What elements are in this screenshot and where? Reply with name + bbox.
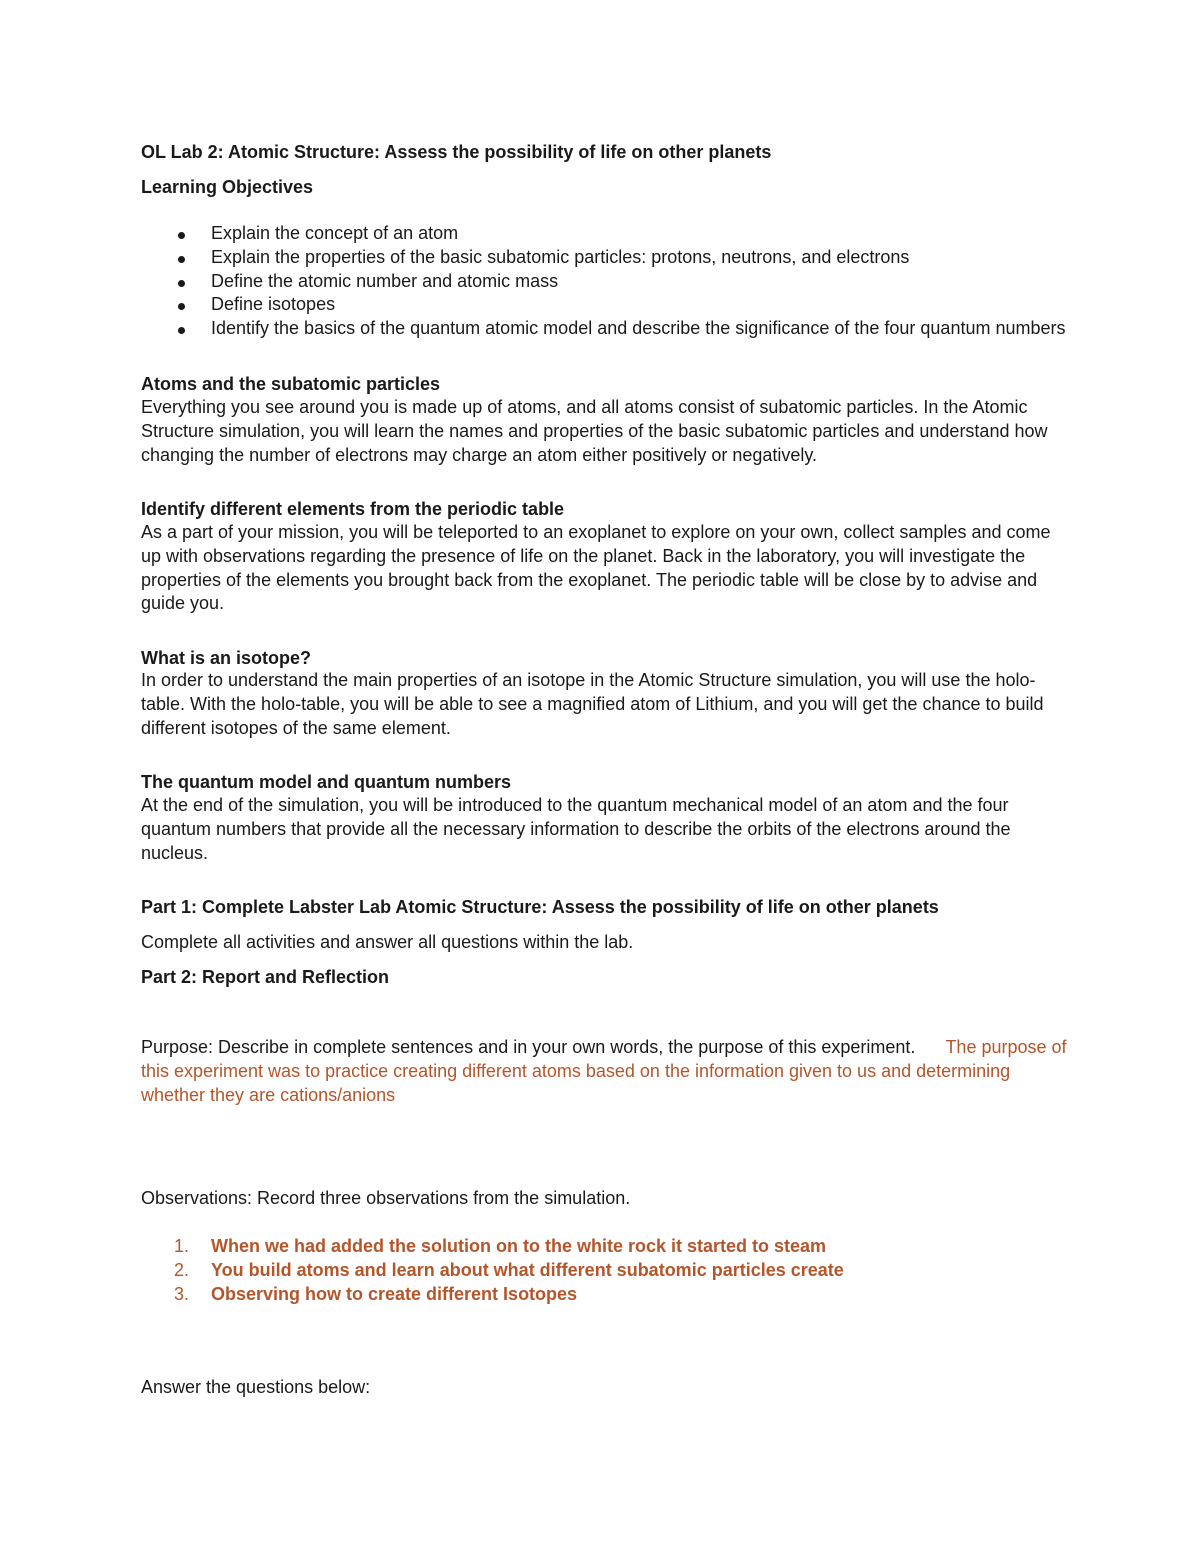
observations-prompt: Observations: Record three observations from the simulation. (141, 1188, 631, 1208)
document-page (141, 0, 1071, 1553)
observation-item: 3. Observing how to create different Isotopes (174, 1283, 578, 1304)
objective-item: Define the atomic number and atomic mass (141, 270, 1071, 294)
section-body-isotope: In order to understand the main properties of an isotope in the Atomic Structure simulation, you will use the holo-table. With the holo-table, you will be able to see a magnified atom of Lithium, and you will get the chance to build different isotopes of the same element. (141, 670, 1044, 738)
section-heading-isotope: What is an isotope? (141, 648, 312, 668)
section-body-periodic: As a part of your mission, you will be teleported to an exoplanet to explore on your own, collect samples and come up with observations regarding the presence of life on the planet. Back in the laboratory, you will investigate the properties of the elements you brought back from the exoplanet. The periodic table will be close by to advise and guide you. (141, 522, 1051, 614)
purpose-paragraph (141, 1036, 1071, 1107)
section-heading-quantum: The quantum model and quantum numbers (141, 772, 512, 792)
part1-body: Complete all activities and answer all questions within the lab. (141, 932, 634, 952)
purpose-answer: The purpose of this experiment was to practice creating different atoms based on the information given to us and determining whether they are cations/anions (141, 1037, 1067, 1105)
objectives-list (141, 222, 1071, 341)
section-body-quantum: At the end of the simulation, you will be introduced to the quantum mechanical model of an atom and the four quantum numbers that provide all the necessary information to describe the orbits of the electrons around the nucleus. (141, 795, 1011, 863)
section-body-atoms: Everything you see around you is made up of atoms, and all atoms consist of subatomic particles. In the Atomic Structure simulation, you will learn the names and properties of the basic subatomic particles and understand how changing the number of electrons may charge an atom either positively or negatively. (141, 397, 1048, 465)
observation-item: 2. You build atoms and learn about what different subatomic particles create (174, 1259, 844, 1280)
document-title: OL Lab 2: Atomic Structure: Assess the possibility of life on other planets (141, 142, 772, 162)
purpose-prompt: Purpose: Describe in complete sentences and in your own words, the purpose of this experiment. (141, 1037, 916, 1057)
questions-prompt: Answer the questions below: (141, 1377, 371, 1397)
section-heading-periodic: Identify different elements from the periodic table (141, 499, 565, 519)
bullet-icon (178, 256, 185, 263)
observations-list (141, 1235, 1071, 1306)
objective-item: Explain the concept of an atom (141, 222, 1071, 246)
bullet-icon (178, 232, 185, 239)
objective-item: Identify the basics of the quantum atomic model and describe the significance of the four quantum numbers (141, 317, 1071, 341)
bullet-icon (178, 327, 185, 334)
bullet-icon (178, 280, 185, 287)
part1-heading: Part 1: Complete Labster Lab Atomic Structure: Assess the possibility of life on other planets (141, 897, 939, 917)
objective-item: Define isotopes (141, 293, 1071, 317)
section-heading-atoms: Atoms and the subatomic particles (141, 374, 441, 394)
part2-heading: Part 2: Report and Reflection (141, 967, 390, 987)
observation-item: 1. When we had added the solution on to the white rock it started to steam (174, 1236, 827, 1256)
bullet-icon (178, 303, 185, 310)
objective-item: Explain the properties of the basic subatomic particles: protons, neutrons, and electrons (141, 246, 1071, 270)
objectives-heading: Learning Objectives (141, 177, 314, 197)
